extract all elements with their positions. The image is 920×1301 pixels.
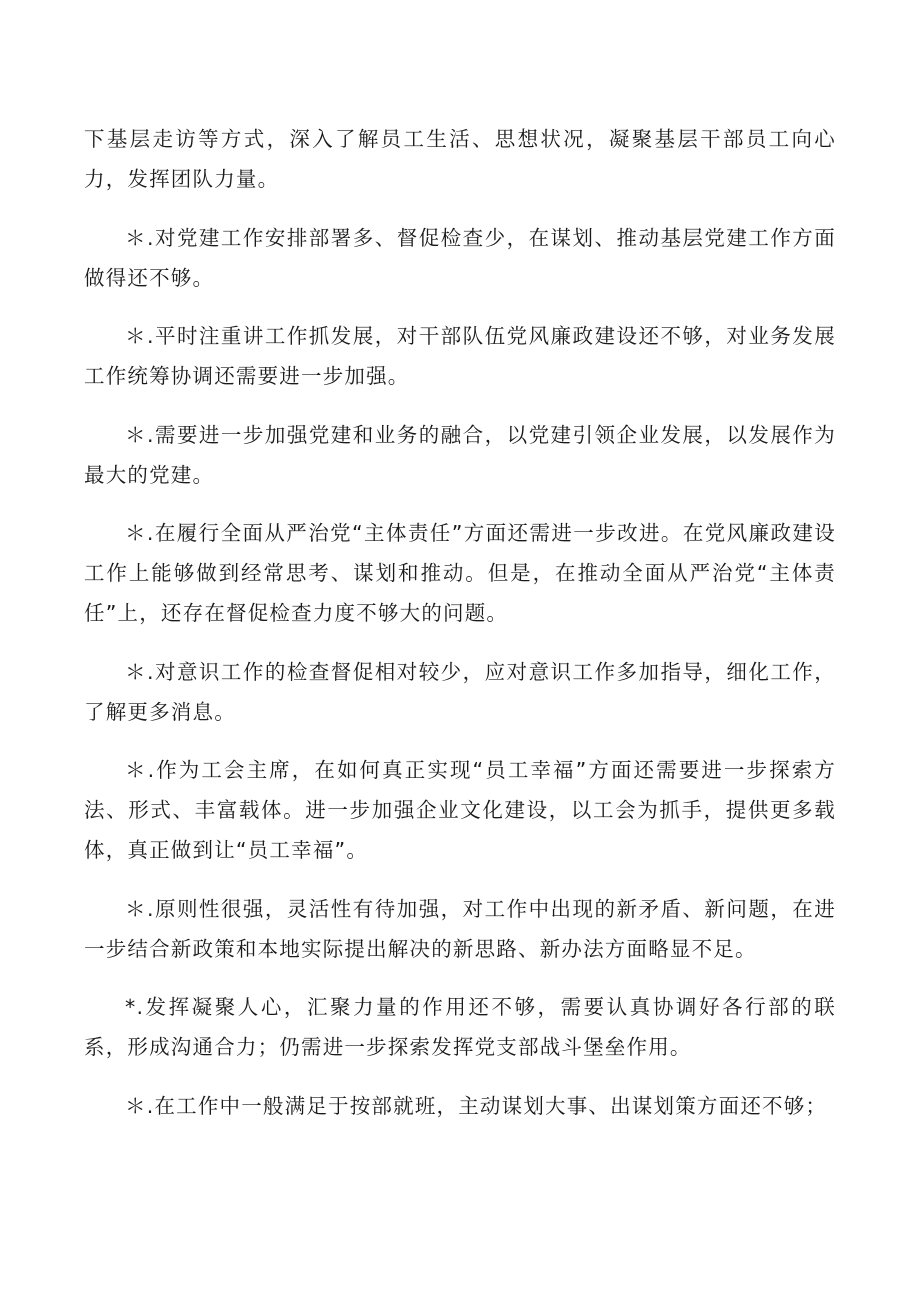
paragraph-item: ＊.在履行全面从严治党“主体责任”方面还需进一步改进。在党风廉政建设工作上能够做到经常思考、谋划和推动。但是，在推动全面从严治党“主体责任”上，还存在督促检查力度不够大的问题。	[84, 521, 836, 625]
paragraph-item: ＊.在工作中一般满足于按部就班，主动谋划大事、出谋划策方面还不够；	[125, 1093, 828, 1118]
paragraph-continuation: 下基层走访等方式，深入了解员工生活、思想状况，凝聚基层干部员工向心力，发挥团队力量。	[84, 127, 836, 191]
paragraph-item: ＊.作为工会主席，在如何真正实现“员工幸福”方面还需要进一步探索方法、形式、丰富载体。进一步加强企业文化建设，以工会为抓手，提供更多载体，真正做到让“员工幸福”。	[84, 758, 836, 862]
paragraph-item: ＊.原则性很强，灵活性有待加强，对工作中出现的新矛盾、新问题，在进一步结合新政策和本地实际提出解决的新思路、新办法方面略显不足。	[84, 896, 836, 961]
paragraph-item: ＊.需要进一步加强党建和业务的融合，以党建引领企业发展，以发展作为最大的党建。	[84, 422, 836, 487]
paragraph-item: ＊.对意识工作的检查督促相对较少，应对意识工作多加指导，细化工作，了解更多消息。	[84, 659, 836, 724]
paragraph-item: ＊.对党建工作安排部署多、督促检查少，在谋划、推动基层党建工作方面做得还不够。	[84, 225, 836, 290]
paragraph-item: ＊.平时注重讲工作抓发展，对干部队伍党风廉政建设还不够，对业务发展工作统筹协调还需要进一步加强。	[84, 324, 836, 388]
paragraph-item: *.发挥凝聚人心，汇聚力量的作用还不够，需要认真协调好各行部的联系，形成沟通合力；仍需进一步探索发挥党支部战斗堡垒作用。	[84, 995, 836, 1059]
document-body	[84, 119, 836, 1144]
